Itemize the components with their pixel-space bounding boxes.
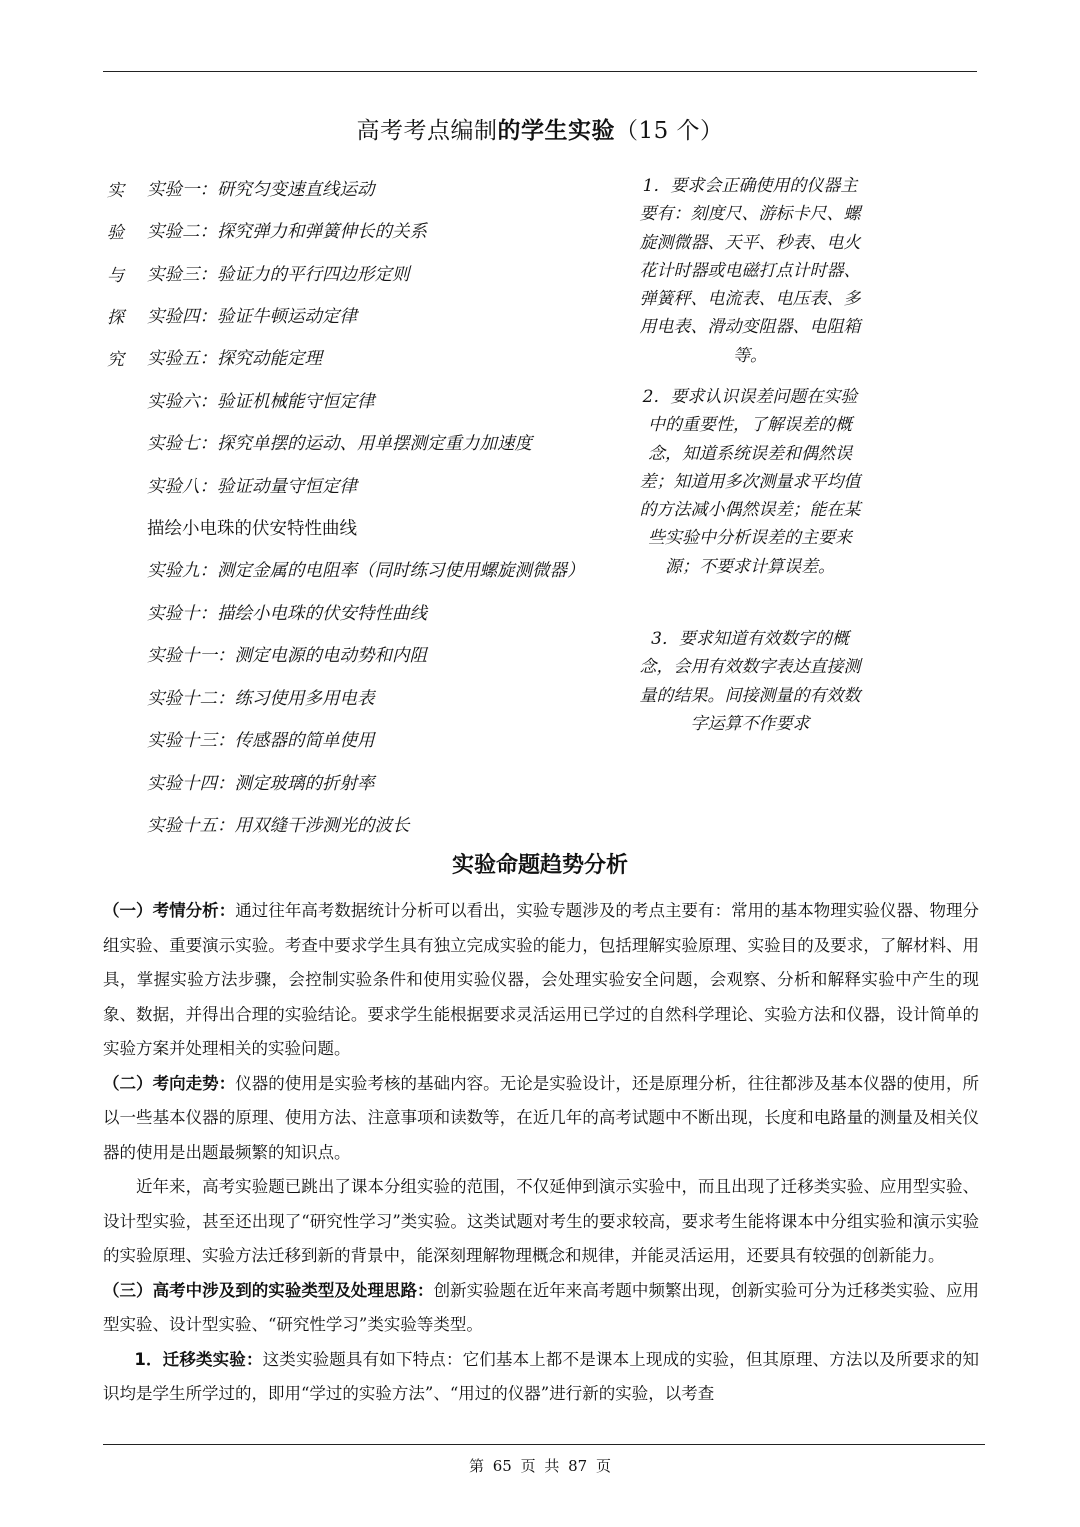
page-number: 第 65 页 共 87 页 bbox=[468, 1457, 611, 1475]
experiment-item: 实验九：测定金属的电阻率（同时练习使用螺旋测微器） bbox=[147, 561, 585, 581]
experiment-item: 实验十三：传感器的简单使用 bbox=[147, 731, 375, 751]
requirement-note: 3．要求知道有效数字的概念，会用有效数字表达直接测量的结果。间接测量的有效数字运算不作要求 bbox=[639, 629, 861, 734]
side-label-char: 验 bbox=[107, 223, 124, 243]
analysis-body bbox=[103, 894, 979, 1412]
paragraph-label: 1．迁移类实验： bbox=[134, 1349, 263, 1369]
experiment-item: 实验二：探究弹力和弹簧伸长的关系 bbox=[147, 222, 427, 242]
side-label-char: 究 bbox=[107, 350, 124, 370]
experiment-item: 实验十一：测定电源的电动势和内阻 bbox=[147, 646, 427, 666]
footer-rule bbox=[103, 1444, 985, 1445]
header-rule bbox=[103, 71, 977, 72]
paragraph-exam-trend: （二）考向走势：仪器的使用是实验考核的基础内容。无论是实验设计，还是原理分析，往往都涉及基本仪器的使用，所以一些基本仪器的原理、使用方法、注意事项和读数等，在近几年的高考试题中不断出现，长度和电路量的测量及相关仪器的使用是出题最频繁的知识点。 bbox=[103, 1073, 980, 1162]
side-label-char: 探 bbox=[107, 308, 124, 328]
experiment-item: 实验四：验证牛顿运动定律 bbox=[147, 307, 357, 327]
paragraph-label: （二）考向走势： bbox=[103, 1073, 236, 1093]
experiment-item: 描绘小电珠的伏安特性曲线 bbox=[147, 519, 357, 539]
experiment-item: 实验六：验证机械能守恒定律 bbox=[147, 392, 375, 412]
paragraph-label: （一）考情分析： bbox=[103, 901, 236, 920]
section-title: 实验命题趋势分析 bbox=[451, 853, 628, 878]
side-label-char: 实 bbox=[107, 181, 124, 201]
paragraph-label: （三）高考中涉及到的实验类型及处理思路： bbox=[103, 1280, 434, 1300]
experiment-item: 实验八：验证动量守恒定律 bbox=[147, 477, 357, 497]
experiment-item: 实验十四：测定玻璃的折射率 bbox=[147, 774, 375, 794]
experiment-item: 实验三：验证力的平行四边形定则 bbox=[147, 265, 410, 285]
requirement-note: 1．要求会正确使用的仪器主要有：刻度尺、游标卡尺、螺旋测微器、天平、秒表、电火花计时器或电磁打点计时器、弹簧秤、电流表、电压表、多用电表、滑动变阻器、电阻箱等。 bbox=[639, 176, 861, 366]
experiment-item: 实验十二：练习使用多用电表 bbox=[147, 689, 375, 709]
experiment-item: 实验一：研究匀变速直线运动 bbox=[147, 180, 375, 200]
experiment-item: 实验十五：用双缝干涉测光的波长 bbox=[147, 816, 410, 836]
paragraph-transfer-experiments: 1．迁移类实验：这类实验题具有如下特点：它们基本上都不是课本上现成的实验，但其原理、方法以及所要求的知识均是学生所学过的，即用“学过的实验方法”、“用过的仪器”进行新的实验，以考查 bbox=[103, 1349, 980, 1403]
page-title: 高考考点编制的学生实验（15 个） bbox=[356, 117, 724, 144]
paragraph-exam-analysis: （一）考情分析：通过往年高考数据统计分析可以看出，实验专题涉及的考点主要有：常用的基本物理实验仪器、物理分组实验、重要演示实验。考查中要求学生具有独立完成实验的能力，包括理解实验原理、实验目的及要求，了解材料、用具，掌握实验方法步骤，会控制实验条件和使用实验仪器，会处理实验安全问题，会观察、分析和解释实验中产生的现象、数据，并得出合理的实验结论。要求学生能根据要求灵活运用已学过的自然科学理论、实验方法和仪器，设计简单的实验方案并处理相关的实验问题。 bbox=[103, 901, 980, 1058]
experiment-item: 实验七：探究单摆的运动、用单摆测定重力加速度 bbox=[147, 434, 532, 454]
side-label-char: 与 bbox=[107, 266, 124, 286]
experiment-item: 实验五：探究动能定理 bbox=[147, 349, 322, 369]
paragraph-experiment-types: （三）高考中涉及到的实验类型及处理思路：创新实验题在近年来高考题中频繁出现，创新实验可分为迁移类实验、应用型实验、设计型实验、“研究性学习”类实验等类型。 bbox=[103, 1280, 980, 1334]
requirement-note: 2．要求认识误差问题在实验中的重要性，了解误差的概念，知道系统误差和偶然误差；知道用多次测量求平均值的方法减小偶然误差；能在某些实验中分析误差的主要来源；不要求计算误差。 bbox=[639, 387, 861, 577]
experiment-item: 实验十：描绘小电珠的伏安特性曲线 bbox=[147, 604, 427, 624]
paragraph-recent-years: 近年来，高考实验题已跳出了课本分组实验的范围，不仅延伸到演示实验中，而且出现了迁移类实验、应用型实验、设计型实验，甚至还出现了“研究性学习”类实验。这类试题对考生的要求较高，要求考生能将课本中分组实验和演示实验的实验原理、实验方法迁移到新的背景中，能深刻理解物理概念和规律，并能灵活运用，还要具有较强的创新能力。 bbox=[103, 1177, 979, 1265]
